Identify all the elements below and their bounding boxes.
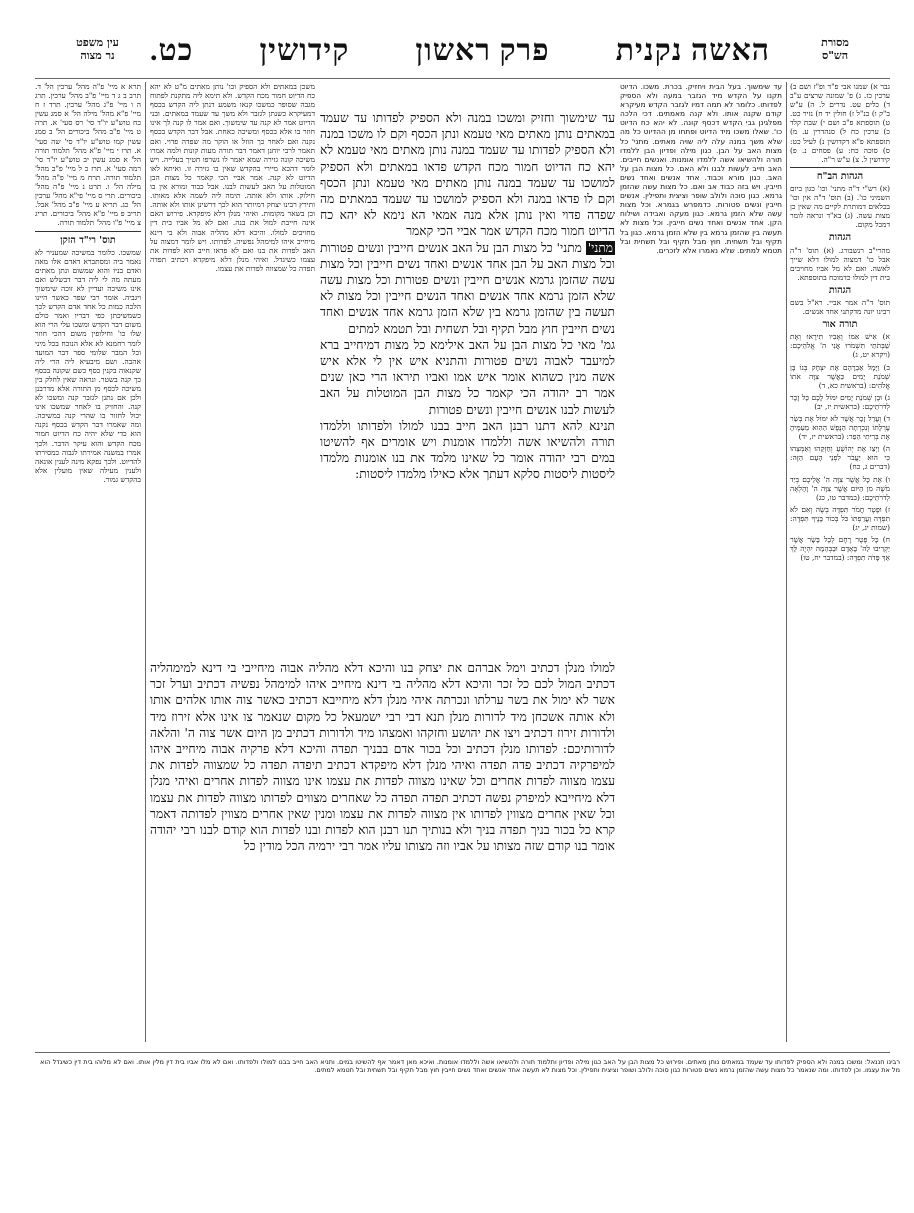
torah-or-verse: ד) וְעָרֵל זָכָר אֲשֶׁר לֹא יִמּוֹל אֶת בְּשַׂר עָרְלָתוֹ וְנִכְרְתָה הַנֶּפֶשׁ הַהִוא מֵעַמֶּיהָ אֶת בְּרִיתִי הֵפַר: (בראשית יז, יד) bbox=[790, 414, 890, 442]
main-text-upper bbox=[320, 110, 615, 655]
page-header bbox=[150, 28, 770, 74]
column-divider bbox=[786, 82, 787, 1042]
hagahot-title: הגהות הב"ח bbox=[816, 170, 864, 182]
torah-or-title: תורה אור bbox=[822, 319, 858, 331]
column-divider bbox=[145, 82, 146, 1042]
torah-or-verse: ו) אֶת כָּל אֲשֶׁר צִוָּה ה' אֲלֵיכֶם בְּיַד מֹשֶׁה מִן הַיּוֹם אֲשֶׁר צִוָּה ה' וָהָלְאָה לְדֹרֹתֵיכֶם: (במדבר טו, כג) bbox=[790, 474, 890, 502]
hagahot2-text: מהרי"ב רנשבורג. (א) תוס' ד"ה אבל כו' דמצוה למולו דלא שייך לאשה. ואם לא מל אביו מחויבים בית דין למולו כדמוכח בתוספתא. bbox=[790, 245, 890, 282]
tosafot-column bbox=[150, 82, 315, 657]
torah-or-verse: ב) וַיָּמָל אַבְרָהָם אֶת יִצְחָק בְּנוֹ בֶּן שְׁמֹנַת יָמִים כַּאֲשֶׁר צִוָּה אֹתוֹ אֱלֹהִים: (בראשית כא, ד) bbox=[790, 362, 890, 390]
gemara-text: למולו מנלן דכתיב וימל אברהם את יצחק בנו והיכא דלא מהליה אבוה מיחייבי בי דינא למימהליה דכתיב המול לכם כל זכר והיכא דלא מהליה בי דינא מיחייב איהו למימהל נפשיה דכתיב וערל זכר אשר לא ימול את בשר ערלתו ונכרתה איהי מנלן דלא מיחייבא דכתיב כאשר צוה אותו אלהים אותו ולא אותה אשכחן מיד לדורות מנלן תנא דבי רבי ישמעאל כל מקום שנאמר צו אינו אלא זירוז מיד ולדורות זירוז דכתיב ויצו את יהושע וחזקהו ואמצהו מיד ולדורות דכתיב מן היום אשר צוה ה' והלאה לדורותיכם: לפדותו מנלן דכתיב וכל בכור אדם בבניך תפדה והיכא דלא פרקיה אבוה מיחייב איהו למיפרקיה דכתיב פדה תפדה ואיהי מנלן דלא מיפקדא דכתיב תיפדה תפדה כל שמצווה לפדות את עצמו מצווה לפדות אחרים וכל שאינו מצווה לפדות את עצמו אינו מצווה לפדות אחרים ואיהי מנלן דלא מיחייבא למיפרק נפשה דכתיב תפדה תפדה כל שאחרים מצווים לפדותו מצווה לפדות את עצמו וכל שאין אחרים מצווין לפדותו אין מצווה לפדות את עצמו ומנין שאין אחרים מצווין לפדותה דאמר קרא כל בכור בניך תפדה בניך ולא בנותיך תנו רבנן הוא לפדות ובנו לפדות הוא קודם לבנו רבי יהודה אומר בנו קודם שזה מצותו על אביו וזה מצותו עליו אמר רבי ירמיה הכל מודין כל bbox=[150, 661, 615, 854]
tosafot-rid-title: תוס' רי"ד הזקן bbox=[60, 234, 116, 246]
masoret-heading: מסורת הש"ס bbox=[821, 36, 849, 62]
ein-mishpat-heading: עין משפט נר מצוה bbox=[76, 36, 119, 62]
left-margin-column bbox=[35, 82, 141, 1047]
gemara-text: גמ' מאי כל מצות הבן על האב אילימא כל מצות דמיחייב ברא למיעבד לאבוה נשים פטורות והתניא איש אין לי אלא איש אשה מנין כשהוא אומר איש אמו ואביו תיראו הרי כאן שנים אמר רב יהודה הכי קאמר כל מצות הבן המוטלות על האב לעשות לבנו אנשים חייבין ונשים פטורות bbox=[320, 337, 615, 417]
mishna-marker: מתני' bbox=[587, 240, 613, 255]
hagahot3-title: הגהות bbox=[828, 284, 852, 296]
torah-or-verse: ז) וּפֶטֶר חֲמֹר תִּפְדֶּה בְשֶׂה וְאִם לֹא תִפְדֶּה וַעֲרַפְתּוֹ כֹּל בְּכוֹר בָּנֶיךָ תִּפְדֶּה: (שמות יג, יג) bbox=[790, 504, 890, 533]
tosafot-text: משכן במאתים ולא הספיק וכו' נותן מאתים מ"ט לא יהא כח הדיוט חמור מכח הקדש. ולא תימא ליה מתקנת לפתוח מגבה שסופר כמשכו קנאו משמע דנתן ליה הקדש בכסף דמעיקרא כשנתן לגזבר ולא משך עד שעמד במאתים. ובני הדיוט אמר לא קנה עד שימשוך. ואם אמר לו קנה לך אינו חוזר בו אלא בכסף ומשיכה כאחת. אבל דבר הקדש בכסף נקנה ואם לאחר כך הוזל או הוקר מה שפדה פדוי. ואם תאמר לרבי יוחנן דאמר דבר תורה מעות קונות ולמה אמרו משיכה קונה גזירה שמא יאמר לו נשרפו חטיך בעלייה. ויש לומר דהכא מיירי בהקדש שאין בו גזירה זו. ואיתא לאו הדיוט לא קנה. אמר אביי הכי קאמר כל מצות הבן המוטלות על האב לעשות לבנו. אבל כבוד ומורא אין בו חילוק. אותו ולא אותה. תימה ליה לשמה אלא מאותו. ותירץ רבינו יצחק דמיותר הוא לכך דרשינן אותו ולא אותה. וכן בשאר מקומות. ואיהי מנלן דלא מיפקדא. פירוש האם אינה חייבת למול את בנה. ואם לא מל אביו בית דין מחויבים למולו. והיכא דלא מהליה אבוה ולא בי דינא מיחייב איהו למימהל נפשיה. לפדותו. ויש לומר דמצוה על האב לפדות את בנו ואם לא פדאו חייב הוא לפדות את עצמו כשיגדל. ואיהי מנלן דלא מיפקדא דכתיב תפדה תפדה כל שמצווה לפדות את עצמו. bbox=[150, 82, 315, 273]
mishna-body: מתני' כל מצות הבן על האב אנשים חייבין ונשים פטורות וכל מצות האב על הבן אחד אנשים ואחד נשים חייבין וכל מצות עשה שהזמן גרמא אנשים חייבין ונשים פטורות וכל מצות עשה שלא הזמן גרמא אחד אנשים ואחד הנשים חייבין וכל מצות לא תעשה בין שהזמן גרמא בין שלא הזמן גרמא אחד אנשים ואחד נשים חייבין חוץ מבל תקיף ובל תשחית ובל תטמא למתים bbox=[320, 240, 615, 336]
main-text-lower bbox=[150, 660, 615, 1050]
right-margin-column bbox=[790, 82, 890, 1047]
gemara-text: תנינא להא דתנו רבנן האב חייב בבנו למולו ולפדותו וללמדו תורה ולהשיאו אשה וללמדו אומנות ויש אומרים אף להשיטו במים רבי יהודה אומר כל שאינו מלמד את בנו אומנות מלמדו ליסטות ליסטות סלקא דעתך אלא כאילו מלמדו ליסטות: bbox=[320, 418, 615, 482]
hagahot2-title: הגהות bbox=[828, 232, 852, 244]
torah-or-verse: ג) וּבֶן שְׁמֹנַת יָמִים יִמּוֹל לָכֶם כָּל זָכָר לְדֹרֹתֵיכֶם: (בראשית יז, יב) bbox=[790, 392, 890, 411]
torah-or-verse: ח) כָּל פֶּטֶר רֶחֶם לְכָל בָּשָׂר אֲשֶׁר יַקְרִיבוּ לַה' בָּאָדָם וּבַבְּהֵמָה יִהְיֶה לָּךְ אַךְ פָּדֹה תִפְדֶּה: (במדבר יח, טו) bbox=[790, 535, 890, 563]
ein-mishpat-text: תרא א מיי' פ"ה מהל' ערכין הל' ד. תרב ב ג ד מיי' פ"ב מהל' ערכין. תרג ה ו מיי' פ"ג מהל' ערכין. תרד ז ח מיי' פ"א מהל' מילה הל' א סמג עשין כח טוש"ע יו"ד סי' רס סעי' א. תרה ט מיי' פ"ב מהל' ביכורים הל' ב סמג עשין קמו טוש"ע יו"ד סי' שה סעי' א. תרו י מיי' פ"א מהל' תלמוד תורה הל' א סמג עשין יב טוש"ע יו"ד סי' רמה סעי' א. תרז כ ל מיי' פ"ב מהל' תלמוד תורה. תרח מ מיי' פ"ה מהל' מילה הל' ו. תרט נ מיי' פ"ה מהל' ביכורים. תרי ס מיי' פי"א מהל' ערכין הל' כג. תריא ע מיי' פ"ב מהל' אבל. תריב פ מיי' פ"א מהל' ביכורים. תריג צ מיי' פ"ו מהל' תלמוד תורה. bbox=[35, 82, 141, 228]
mishna-gemara-1: עד שימשוך וחזיק ומשכו במנה ולא הספיק לפדותו עד שעמד במאתים נותן מאתים מאי טעמא ונתן הכסף וקם לו משכו במנה ולא הספיק לפדותו עד שעמד במנה נותן מאתים מאי טעמא לא יהא כח הדיוט חמור מכח הקדש פדאו במאתים ולא הספיק למושכו עד שעמד במנה נותן מאתים מאי טעמא ונתן הכסף וקם לו פדאו במנה ולא הספיק למושכו עד שעמד במאתים מה שפדה פדוי ואין נותן אלא מנה אמאי הא נימא לא יהא כח הדיוט חמור מכח הקדש אמר אביי הכי קאמר bbox=[320, 111, 615, 239]
divider bbox=[790, 167, 890, 168]
torah-or-verse: א) אִישׁ אִמּוֹ וְאָבִיו תִּירָאוּ וְאֶת שַׁבְּתֹתַי תִּשְׁמֹרוּ אֲנִי ה' אֱלֹהֵיכֶם: (ויקרא יט, ג) bbox=[790, 332, 890, 360]
mishna-text bbox=[320, 240, 615, 337]
footer-rule bbox=[35, 1052, 890, 1053]
header-tractate: קידושין bbox=[259, 34, 350, 67]
header-chapter: פרק ראשון bbox=[415, 34, 550, 67]
header-rule bbox=[35, 78, 890, 79]
rashi-column bbox=[620, 82, 782, 1047]
footer-commentary: רבינו חננאל: ומשכו במנה ולא הספיק לפדותו עד שעמד במאתים נותן מאתים. ופירוש כל מצות הבן על האב כגון מילה ופדיון ותלמוד תורה ולהשיאו אשה וללמדו אומנות. ואיכא מאן דאמר אף להשיטו במים. ותניא האב חייב בבנו למולו ולפדותו. ואם לא מלו אביו בית דין מלין אותו. ואם לא מלוהו בית דין כשיגדל הוא מל את עצמו. וכן לפדותו. ומה שנאמר כל מצות עשה שהזמן גרמא נשים פטורות כגון סוכה ולולב ושופר וציצית ותפילין. וכל מצות לא תעשה אחד אנשים ואחד נשים חייבין חוץ מבל תקיף ובל תשחית ובל תטמא למתים. bbox=[40, 1058, 900, 1074]
hagahot3-text: תוס' ד"ה אמר אביי. רא"ל בשם רבינו יונה מדקתני אחד אנשים. bbox=[790, 297, 890, 317]
torah-or-verse: ה) וַיְצַו אֶת יְהוֹשֻׁעַ וְחַזְּקֵהוּ וְאַמְּצֵהוּ כִּי הוּא יַעֲבֹר לִפְנֵי הָעָם הַזֶּה: (דברים ג, כח) bbox=[790, 444, 890, 472]
header-title-phrase: האשה נקנית bbox=[615, 34, 770, 67]
header-folio: כט. bbox=[150, 34, 194, 67]
rashi-text: עד שימשוך. בעל הבית ויחזיק. בכרת. משכו. הדיוט תקנו על הקדש מיד הגזבר במעה ולא הספיק לפדותו. כלומר לא תמה דמיו לגזבר הקדש מעיקרא קודם שקנה אותו. ולא קנה מאמתים. דכי הלכה מפלגינן גבי הקדש דכסף קונה. לא יהא כח הדיוט כו'. שאלו משכו מיד הדיוט ופתחו מן ההדיוט כל מה שלא משך במנה עלה ליה שויה מאתים. מתני' כל מצות האב על הבן. כגון מילה ופדיון הבן ללמדו תורה ולהשיאו אשה ללמדו אומנות. ואנשים חייבים. האב חייב לעשות לבנו ולא האם. כל מצות הבן על האב. כגון מורא וכבוד. אחד אנשים ואחד נשים חייבין. ויש בזה כבוד אב ואם. כל מצות עשה שהזמן גרמא. כגון סוכה ולולב שופר וציצית ותפילין. אנשים חייבין ונשים פטורות. כדמפרש בגמרא. וכל מצות עשה שלא הזמן גרמא. כגון מעקה ואבידה ושילוח הקן. אחד אנשים ואחד נשים חייבין. וכל מצות לא תעשה בין שהזמן גרמא בין שלא הזמן גרמא. כגון בל תקיף ובל תשחית. חוץ מבל תקיף ובל תשחית ובל תטמא למתים. שלא נאמרו אלא לזכרים. bbox=[620, 82, 782, 255]
hagahot-text: (א) רש"י ד"ה מתני' וכו' כגון ביום השמיני כו'. (ב) תוס' ד"ה אין וכו' בכלאים דמותרת לקיים מה שאין כן מצות עשה. (ג) בא"ד ונראה לומר דמכל מקום. bbox=[790, 183, 890, 230]
masoret-text: גבר א) שמנו אבי פ"ד ופ"ז ושם ב) ערכין כז. ג) פ' שמונה שרצים ע"ב ד) כלים עט. נדרים ל. ה) ע"ש ב"ק ו) כנ"ל ז) חולין יד ח) נזיר כט. ט) תוספתא פ"ב ושם י) שבת קלד כ) ערכין כח ל) סנהדרין ע. מ) תוספתא פ"א דקדושין נ) לעיל כט: ס) סוכה כח: ע) פסחים נ. פ) קידושין ל. צ) ע"ש ר"ה. bbox=[790, 82, 890, 164]
divider bbox=[35, 231, 141, 232]
tosafot-rid-text: שמשכו. כלומר במשיכה שמעניר לא נאמר ביה ומסתברא דאדם אלו מאה ואדם בניו והוא שמשום ונתן מאתים מעתה מה לי ליה דבר דבשלש ואם אינו משיכה ועדיין לא זוכה שימשוך ויגביה. אומר רבי שפר כאשר היינו הלכה כמות כל אחד אדם הקדש לכך כשמשיכתן כפי דבריו ואמר כולם משום דבר הקדש ומשכו עלי הרי הוא שלו כו' וחילופין משום דהכי חוזר לומר רחמנא לא אלא הנוכח בכל מיני וכל המבר שלומי ספר דבר המועד אהבה. ושם מיבעיא ליה הרי ליה שקנאוה בקנין כסף כשם שקונה בכסף כך קנה בשטר. ונראה שאין לחלק בין משיכה לכסף מן התורה אלא מדרבנן ולכן אם נתנן לגזבר קנה ומשכו לא קנה. והחזיק בו לאחר שמשכו אינו יכול לחזור בו שהרי קנה במשיכה. ומה שאמרו דבר הקדש בכסף נקנה הוא כדי שלא יהיה כח הדיוט חמור מכח הקדש והוא עיקר הדבר. ולכך אמרו במשנה אמירתו לגבוה כמסירתו להדיוט. ולכך נפקא מינה לענין אונאה ולענין מעילה שאין מועלין אלא בהקדש גמור. bbox=[35, 247, 141, 484]
